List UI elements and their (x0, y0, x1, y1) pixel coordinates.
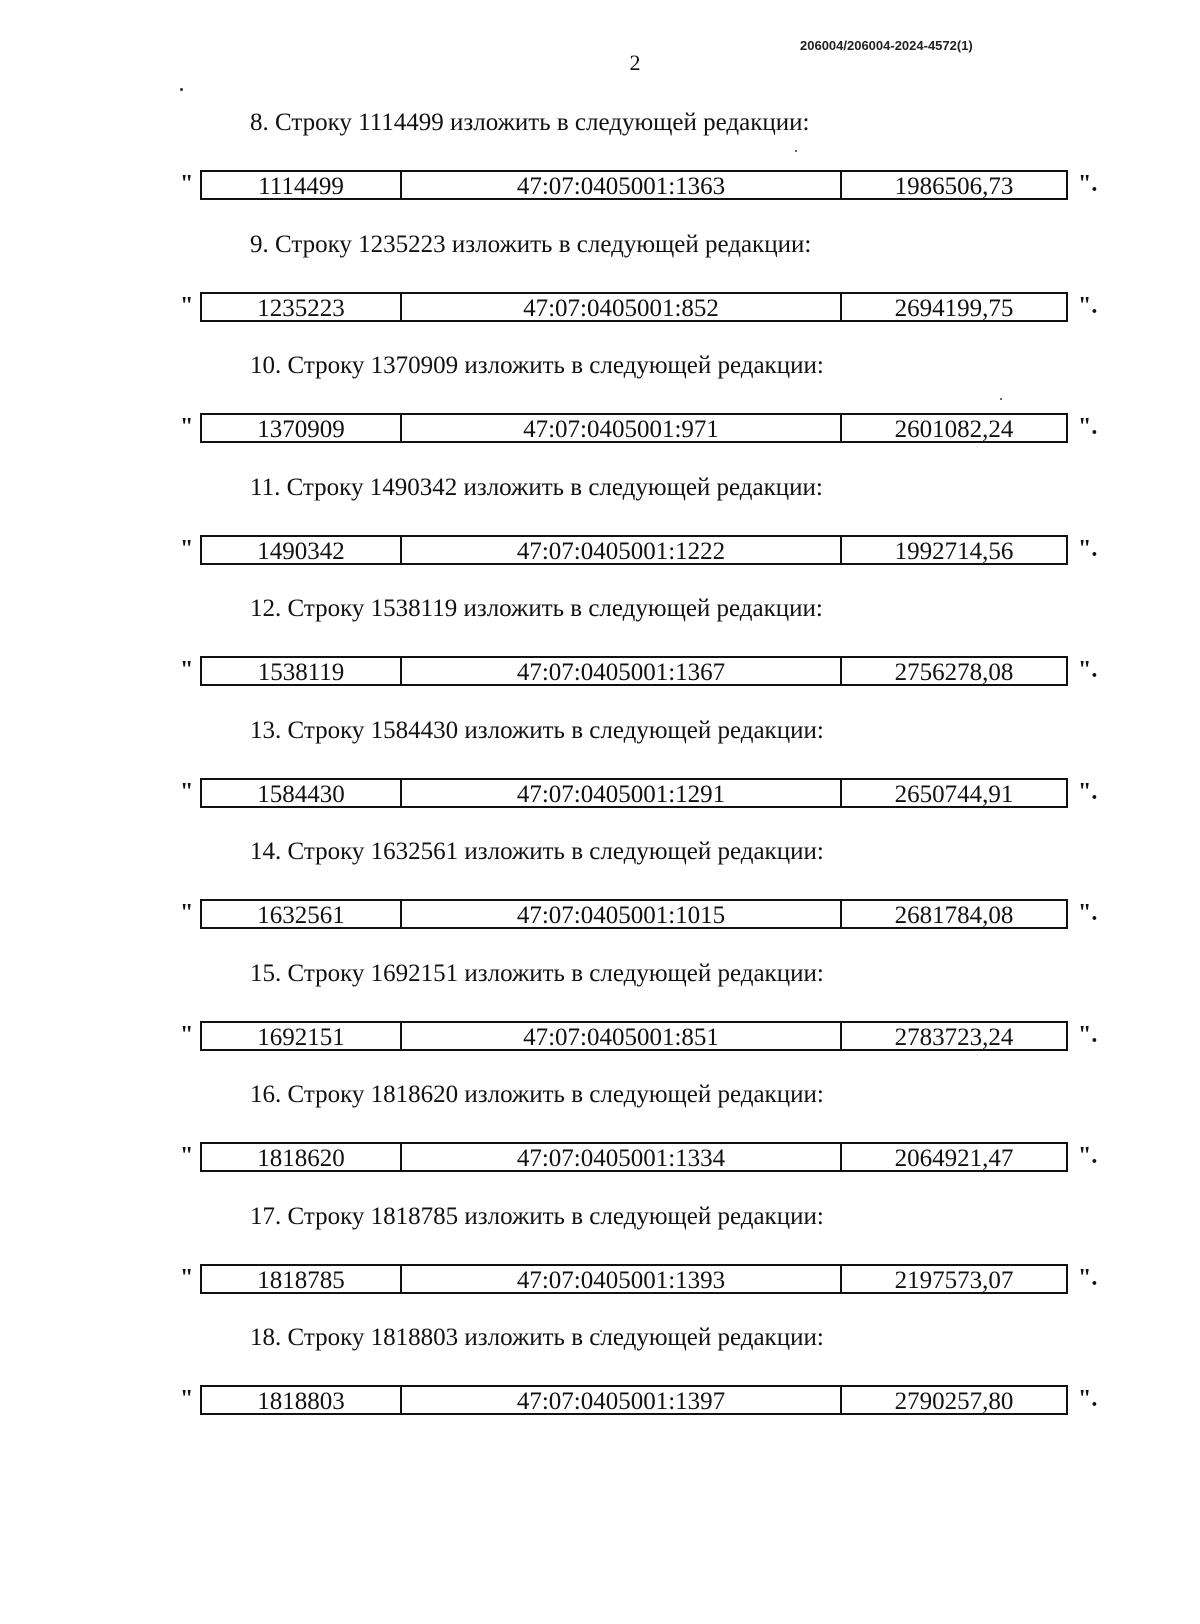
amendment-entry-13 (0, 716, 1200, 826)
amendment-row-table (200, 899, 1068, 929)
amendment-instruction: 10. Строку 1370909 изложить в следующей редакции: (250, 352, 824, 379)
document-id: 206004/206004-2024-4572(1) (800, 38, 973, 53)
row-code-cell: 1818620 (202, 1144, 402, 1170)
amendment-entry-9 (0, 230, 1200, 340)
cadastral-value-cell: 1986506,73 (894, 173, 1014, 200)
amendment-row-table (200, 413, 1068, 443)
cadastral-value-cell: 1992714,56 (894, 538, 1014, 565)
cadastral-value-cell: 2790257,80 (894, 1388, 1014, 1415)
row-code-cell: 1370909 (202, 415, 402, 441)
amendment-instruction: 17. Строку 1818785 изложить в следующей редакции: (250, 1203, 824, 1230)
cadastral-number-cell: 47:07:0405001:1291 (402, 780, 842, 806)
amendment-instruction: 13. Строку 1584430 изложить в следующей редакции: (250, 717, 824, 744)
amendment-row-table (200, 535, 1068, 565)
opening-quote: " (180, 414, 194, 440)
amendment-row-table (200, 656, 1068, 686)
amendment-row-table (200, 1142, 1068, 1172)
cadastral-value-cell: 2650744,91 (894, 781, 1014, 808)
amendment-row-table (200, 1385, 1068, 1415)
cadastral-value-cell: 2064921,47 (894, 1145, 1014, 1172)
closing-quote: ". (1078, 1022, 1098, 1048)
amendment-entry-12 (0, 594, 1200, 704)
cadastral-number-cell: 47:07:0405001:1363 (402, 172, 842, 198)
closing-quote: ". (1078, 657, 1098, 683)
closing-quote: ". (1078, 171, 1098, 197)
row-code-cell: 1538119 (202, 658, 402, 684)
cadastral-number-cell: 47:07:0405001:1334 (402, 1144, 842, 1170)
opening-quote: " (180, 900, 194, 926)
opening-quote: " (180, 293, 194, 319)
closing-quote: ". (1078, 900, 1098, 926)
opening-quote: " (180, 779, 194, 805)
cadastral-number-cell: 47:07:0405001:1015 (402, 901, 842, 927)
cadastral-value-cell: 2694199,75 (894, 295, 1014, 322)
opening-quote: " (180, 1386, 194, 1412)
amendment-row-table (200, 778, 1068, 808)
cadastral-number-cell: 47:07:0405001:1397 (402, 1387, 842, 1413)
closing-quote: ". (1078, 1386, 1098, 1412)
closing-quote: ". (1078, 536, 1098, 562)
amendment-entry-11 (0, 473, 1200, 583)
cadastral-value-cell: 2601082,24 (894, 416, 1014, 443)
cadastral-number-cell: 47:07:0405001:1367 (402, 658, 842, 684)
cadastral-number-cell: 47:07:0405001:971 (402, 415, 842, 441)
amendment-instruction: 11. Строку 1490342 изложить в следующей редакции: (250, 474, 823, 501)
amendment-instruction: 12. Строку 1538119 изложить в следующей редакции: (250, 595, 823, 622)
amendment-entry-18 (0, 1323, 1200, 1433)
opening-quote: " (180, 657, 194, 683)
closing-quote: ". (1078, 1265, 1098, 1291)
amendment-row-table (200, 292, 1068, 322)
opening-quote: " (180, 1265, 194, 1291)
opening-quote: " (180, 1143, 194, 1169)
cadastral-value-cell: 2681784,08 (894, 902, 1014, 929)
row-code-cell: 1632561 (202, 901, 402, 927)
cadastral-number-cell: 47:07:0405001:851 (402, 1023, 842, 1049)
amendment-entry-8 (0, 108, 1200, 218)
closing-quote: ". (1078, 1143, 1098, 1169)
amendment-instruction: 18. Строку 1818803 изложить в следующей редакции: (250, 1324, 824, 1351)
row-code-cell: 1235223 (202, 294, 402, 320)
cadastral-number-cell: 47:07:0405001:1393 (402, 1266, 842, 1292)
opening-quote: " (180, 536, 194, 562)
row-code-cell: 1818785 (202, 1266, 402, 1292)
opening-quote: " (180, 1022, 194, 1048)
cadastral-number-cell: 47:07:0405001:1222 (402, 537, 842, 563)
amendment-row-table (200, 1264, 1068, 1294)
closing-quote: ". (1078, 414, 1098, 440)
row-code-cell: 1490342 (202, 537, 402, 563)
amendment-row-table (200, 1021, 1068, 1051)
row-code-cell: 1692151 (202, 1023, 402, 1049)
amendment-instruction: 16. Строку 1818620 изложить в следующей редакции: (250, 1081, 824, 1108)
amendment-row-table (200, 170, 1068, 200)
amendment-entry-17 (0, 1202, 1200, 1312)
cadastral-value-cell: 2197573,07 (894, 1267, 1014, 1294)
cadastral-value-cell: 2756278,08 (894, 659, 1014, 686)
amendment-entry-14 (0, 837, 1200, 947)
amendment-instruction: 15. Строку 1692151 изложить в следующей редакции: (250, 960, 824, 987)
row-code-cell: 1114499 (202, 172, 402, 198)
page-number: 2 (629, 50, 641, 75)
cadastral-value-cell: 2783723,24 (894, 1024, 1014, 1051)
amendment-instruction: 8. Строку 1114499 изложить в следующей редакции: (250, 109, 810, 136)
amendment-entry-10 (0, 351, 1200, 461)
cadastral-number-cell: 47:07:0405001:852 (402, 294, 842, 320)
amendment-entry-15 (0, 959, 1200, 1069)
opening-quote: " (180, 171, 194, 197)
row-code-cell: 1584430 (202, 780, 402, 806)
row-code-cell: 1818803 (202, 1387, 402, 1413)
amendment-entry-16 (0, 1080, 1200, 1190)
amendment-instruction: 14. Строку 1632561 изложить в следующей редакции: (250, 838, 824, 865)
closing-quote: ". (1078, 293, 1098, 319)
amendment-instruction: 9. Строку 1235223 изложить в следующей редакции: (250, 231, 812, 258)
closing-quote: ". (1078, 779, 1098, 805)
